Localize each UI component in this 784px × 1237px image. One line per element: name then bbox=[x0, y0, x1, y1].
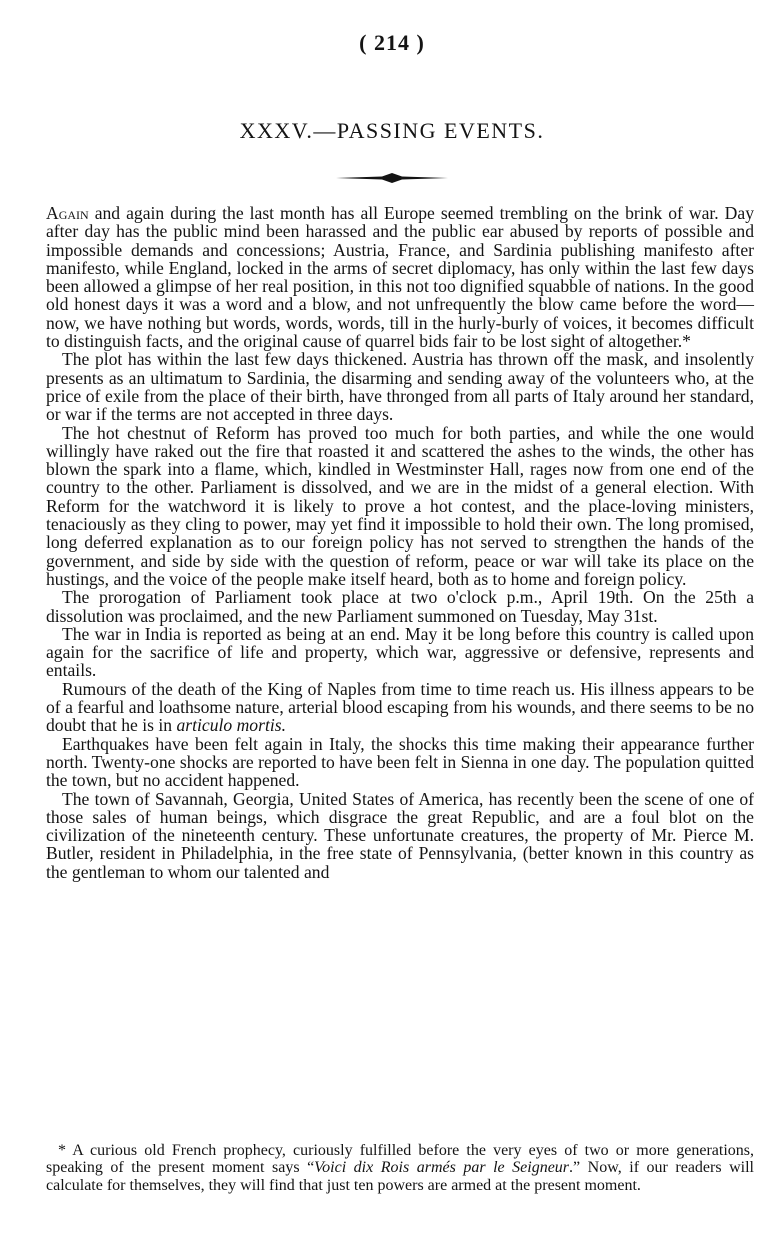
paragraph: Earthquakes have been felt again in Italy, the shocks this time making their appearance further north. Twenty-one shocks are reported to have been felt in Sienna in one day. The population quitted the town, but no accident happened. bbox=[46, 733, 754, 791]
paragraph: The plot has within the last few days thickened. Austria has thrown off the mask, and insolently presents as an ultimatum to Sardinia, the disarming and sending away of the volunteers who, at the price of exile from the place of their birth, have thronged from all parts of Italy around her standard, or war if the terms are not accepted in three days. bbox=[46, 349, 754, 425]
footnote bbox=[46, 1142, 754, 1194]
footnote-quote: Voici dix Rois armés par le Seigneur bbox=[314, 1159, 570, 1177]
paragraph-text: Rumours of the death of the King of Naples from time to time reach us. His illness appears to be of a fearful and loathsome nature, arterial blood escaping from his wounds, and there seems to be no doubt that he is in bbox=[46, 678, 754, 736]
footnote-text bbox=[46, 1142, 754, 1194]
article-title: XXXV.—PASSING EVENTS. bbox=[239, 118, 545, 143]
footnote-part: .” Now, if our readers will calculate for themselves, they will find that just ten powers are armed at the present moment. bbox=[46, 1159, 754, 1194]
paragraph bbox=[46, 680, 754, 735]
drop-word: Again bbox=[46, 203, 89, 223]
paragraph-text: and again during the last month has all Europe seemed trembling on the brink of war. Day after day has the public mind been harassed and the public ear abused by reports of possible and impossible demands and concessions; Austria, France, and Sardinia publishing manifesto after manifesto, while England, locked in the arms of secret diplomacy, has only within the last few days been allowed a glimpse of her real position, in this not too dignified squabble of nations. In the good old honest days it was a word and a blow, and not unfrequently the blow came before the word—now, we have nothing but words, words, words, till in the hurly-burly of voices, it becomes difficult to distinguish facts, and the original cause of quarrel bids fair to be lost sight of altogether.* bbox=[46, 203, 754, 352]
page-number: ( 214 ) bbox=[359, 30, 425, 55]
ornament-rule-icon bbox=[336, 172, 448, 184]
paragraph: The town of Savannah, Georgia, United States of America, has recently been the scene of one of those sales of human beings, which disgrace the great Republic, and are a foul blot on the civilization of the nineteenth century. These unfortunate creatures, the property of Mr. Pierce M. Butler, resident in Philadelphia, in the free state of Pennsylvania, (better known in this country as the gentleman to whom our talented and bbox=[46, 788, 754, 882]
paragraph: The war in India is reported as being at an end. May it be long before this country is called upon again for the sacrifice of life and property, which war, aggressive or defensive, represents and entails. bbox=[46, 623, 754, 681]
footnote-part: * A curious old French prophecy, curiously fulfilled before the very eyes of two or more generations, speaking of the present moment says “ bbox=[46, 1142, 754, 1177]
paragraph: The hot chestnut of Reform has proved too much for both parties, and while the one would willingly have raked out the fire that roasted it and scattered the ashes to the winds, the other has blown the spark into a flame, which, kindled in Westminster Hall, rages now from one end of the country to the other. Parliament is dissolved, and we are in the midst of a general election. With Reform for the watchword it is likely to prove a hot contest, and the place-loving ministers, tenaciously as they cling to power, may yet find it impossible to hold their own. The long promised, long deferred explanation as to our foreign policy has not served to strengthen the hands of the government, and side by side with the question of reform, peace or war will take its place on the hustings, and the voice of the people make itself heard, both as to home and foreign policy. bbox=[46, 422, 754, 589]
paragraph: The prorogation of Parliament took place at two o'clock p.m., April 19th. On the 25th a dissolution was proclaimed, and the new Parliament summoned on Tuesday, May 31st. bbox=[46, 587, 754, 626]
article-body bbox=[46, 204, 754, 881]
italic-phrase: articulo mortis. bbox=[176, 715, 286, 736]
paragraph bbox=[46, 204, 754, 350]
